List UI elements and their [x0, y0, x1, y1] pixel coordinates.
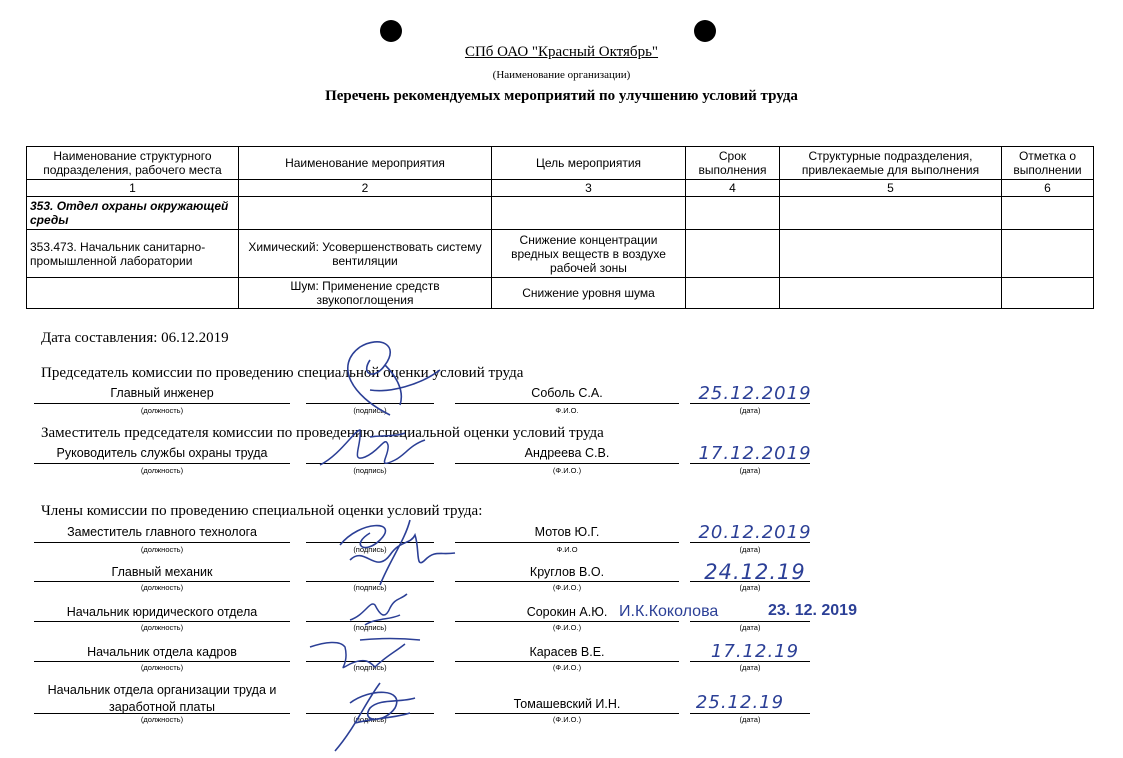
- member-signature-3: [305, 632, 425, 677]
- column-number: 4: [686, 180, 780, 197]
- punch-hole-right: [694, 20, 716, 42]
- members-heading: Члены комиссии по проведению специальной оценки условий труда:: [41, 503, 483, 519]
- cap-date: (дата): [739, 583, 761, 592]
- cap-position: (должность): [140, 623, 184, 632]
- table-number-row: [27, 180, 1094, 197]
- cap-sign: (подпись): [353, 583, 387, 592]
- cap-position: (должность): [140, 663, 184, 672]
- units-cell: [780, 278, 1002, 309]
- deputy-signature: [310, 425, 430, 475]
- member-signature-4: [325, 673, 425, 755]
- column-number: 1: [27, 180, 239, 197]
- workplace-cell: [27, 278, 239, 309]
- table-header: Структурные подразделения, привлекаемые для выполнения: [780, 147, 1002, 180]
- cap-position: (должность): [140, 406, 184, 415]
- cap-date: (дата): [739, 663, 761, 672]
- term-cell: [686, 230, 780, 278]
- table-header: Наименование структурного подразделения, рабочего места: [27, 147, 239, 180]
- member-position: Начальник юридического отдела: [66, 605, 258, 619]
- organization-caption: (Наименование организации): [492, 69, 631, 81]
- column-number: 3: [492, 180, 686, 197]
- deputy-position: Руководитель службы охраны труда: [56, 446, 268, 460]
- cap-date: (дата): [739, 623, 761, 632]
- chair-heading: Председатель комиссии по проведению специальной оценки условий труда: [41, 365, 524, 381]
- cap-position: (должность): [140, 583, 184, 592]
- term-cell: [686, 197, 780, 230]
- cap-name: (Ф.И.О.): [552, 623, 582, 632]
- stamp-date: 23. 12. 2019: [768, 602, 857, 619]
- measures-table: [26, 146, 1094, 309]
- mark-cell: [1002, 197, 1094, 230]
- member-date: 24.12.19: [704, 560, 806, 584]
- column-number: 2: [239, 180, 492, 197]
- goal-cell: Снижение уровня шума: [492, 278, 686, 309]
- cap-date: (дата): [739, 466, 761, 475]
- member-signature-0: [320, 515, 460, 590]
- cap-sign: (подпись): [353, 545, 387, 554]
- table-header-row: [27, 147, 1094, 180]
- cap-sign: (подпись): [353, 663, 387, 672]
- deputy-date: 17.12.2019: [698, 443, 812, 464]
- punch-hole-left: [380, 20, 402, 42]
- chair-date: 25.12.2019: [698, 383, 812, 404]
- measure-cell: Шум: Применение средств звукопоглощения: [239, 278, 492, 309]
- cap-position: (должность): [140, 466, 184, 475]
- member-position: Начальник отдела кадров: [87, 645, 237, 659]
- workplace-cell: 353.473. Начальник санитарно-промышленной лаборатории: [27, 230, 239, 278]
- table-header: Отметка о выполнении: [1002, 147, 1094, 180]
- organization-name: СПб ОАО "Красный Октябрь": [464, 44, 659, 60]
- member-name: Сорокин А.Ю.: [526, 605, 608, 619]
- chair-name: Соболь С.А.: [531, 386, 603, 400]
- cap-name: (Ф.И.О.): [552, 466, 582, 475]
- table-header: Цель мероприятия: [492, 147, 686, 180]
- cap-sign: (подпись): [353, 623, 387, 632]
- mark-cell: [1002, 278, 1094, 309]
- table-row: [27, 197, 1094, 230]
- cap-name: Ф.И.О.: [555, 406, 579, 415]
- member-position: Главный механик: [111, 565, 213, 579]
- cap-sign: (подпись): [353, 466, 387, 475]
- cap-date: (дата): [739, 406, 761, 415]
- goal-cell: Снижение концентрации вредных веществ в воздухе рабочей зоны: [492, 230, 686, 278]
- member-name: Томашевский И.Н.: [513, 697, 621, 711]
- cap-sign: (подпись): [353, 715, 387, 724]
- table-header: Наименование мероприятия: [239, 147, 492, 180]
- units-cell: [780, 230, 1002, 278]
- cap-date: (дата): [739, 545, 761, 554]
- member-name: Мотов Ю.Г.: [534, 525, 600, 539]
- member-name: Круглов В.О.: [529, 565, 605, 579]
- table-row: [27, 230, 1094, 278]
- member-position: Начальник отдела организации труда и заработной платы: [47, 683, 277, 714]
- member-date: 17.12.19: [710, 641, 800, 662]
- units-cell: [780, 197, 1002, 230]
- document-title: Перечень рекомендуемых мероприятий по улучшению условий труда: [325, 88, 798, 104]
- deputy-name: Андреева С.В.: [524, 446, 610, 460]
- member-name: Карасев В.Е.: [529, 645, 605, 659]
- cap-name: (Ф.И.О.): [552, 583, 582, 592]
- cap-date: (дата): [739, 715, 761, 724]
- table-header: Срок выполнения: [686, 147, 780, 180]
- chair-signature: [330, 335, 450, 420]
- cap-name: Ф.И.О: [556, 545, 578, 554]
- column-number: 6: [1002, 180, 1094, 197]
- department-cell: 353. Отдел охраны окружающей среды: [27, 197, 239, 230]
- measure-cell: Химический: Усовершенствовать систему вентиляции: [239, 230, 492, 278]
- table-row: [27, 278, 1094, 309]
- stamp-name: И.К.Коколова: [619, 603, 719, 620]
- cap-sign: (подпись): [353, 406, 387, 415]
- column-number: 5: [780, 180, 1002, 197]
- cap-position: (должность): [140, 715, 184, 724]
- member-date: 25.12.19: [695, 692, 785, 713]
- measure-cell: [239, 197, 492, 230]
- member-signature-2: [345, 590, 415, 630]
- cap-position: (должность): [140, 545, 184, 554]
- goal-cell: [492, 197, 686, 230]
- member-date: 20.12.2019: [698, 522, 812, 543]
- cap-name: (Ф.И.О.): [552, 715, 582, 724]
- member-position: Заместитель главного технолога: [67, 525, 257, 539]
- date-compiled: Дата составления: 06.12.2019: [41, 330, 229, 346]
- term-cell: [686, 278, 780, 309]
- mark-cell: [1002, 230, 1094, 278]
- chair-position: Главный инженер: [110, 386, 214, 400]
- cap-name: (Ф.И.О.): [552, 663, 582, 672]
- deputy-heading: Заместитель председателя комиссии по проведению специальной оценки условий труда: [41, 425, 604, 441]
